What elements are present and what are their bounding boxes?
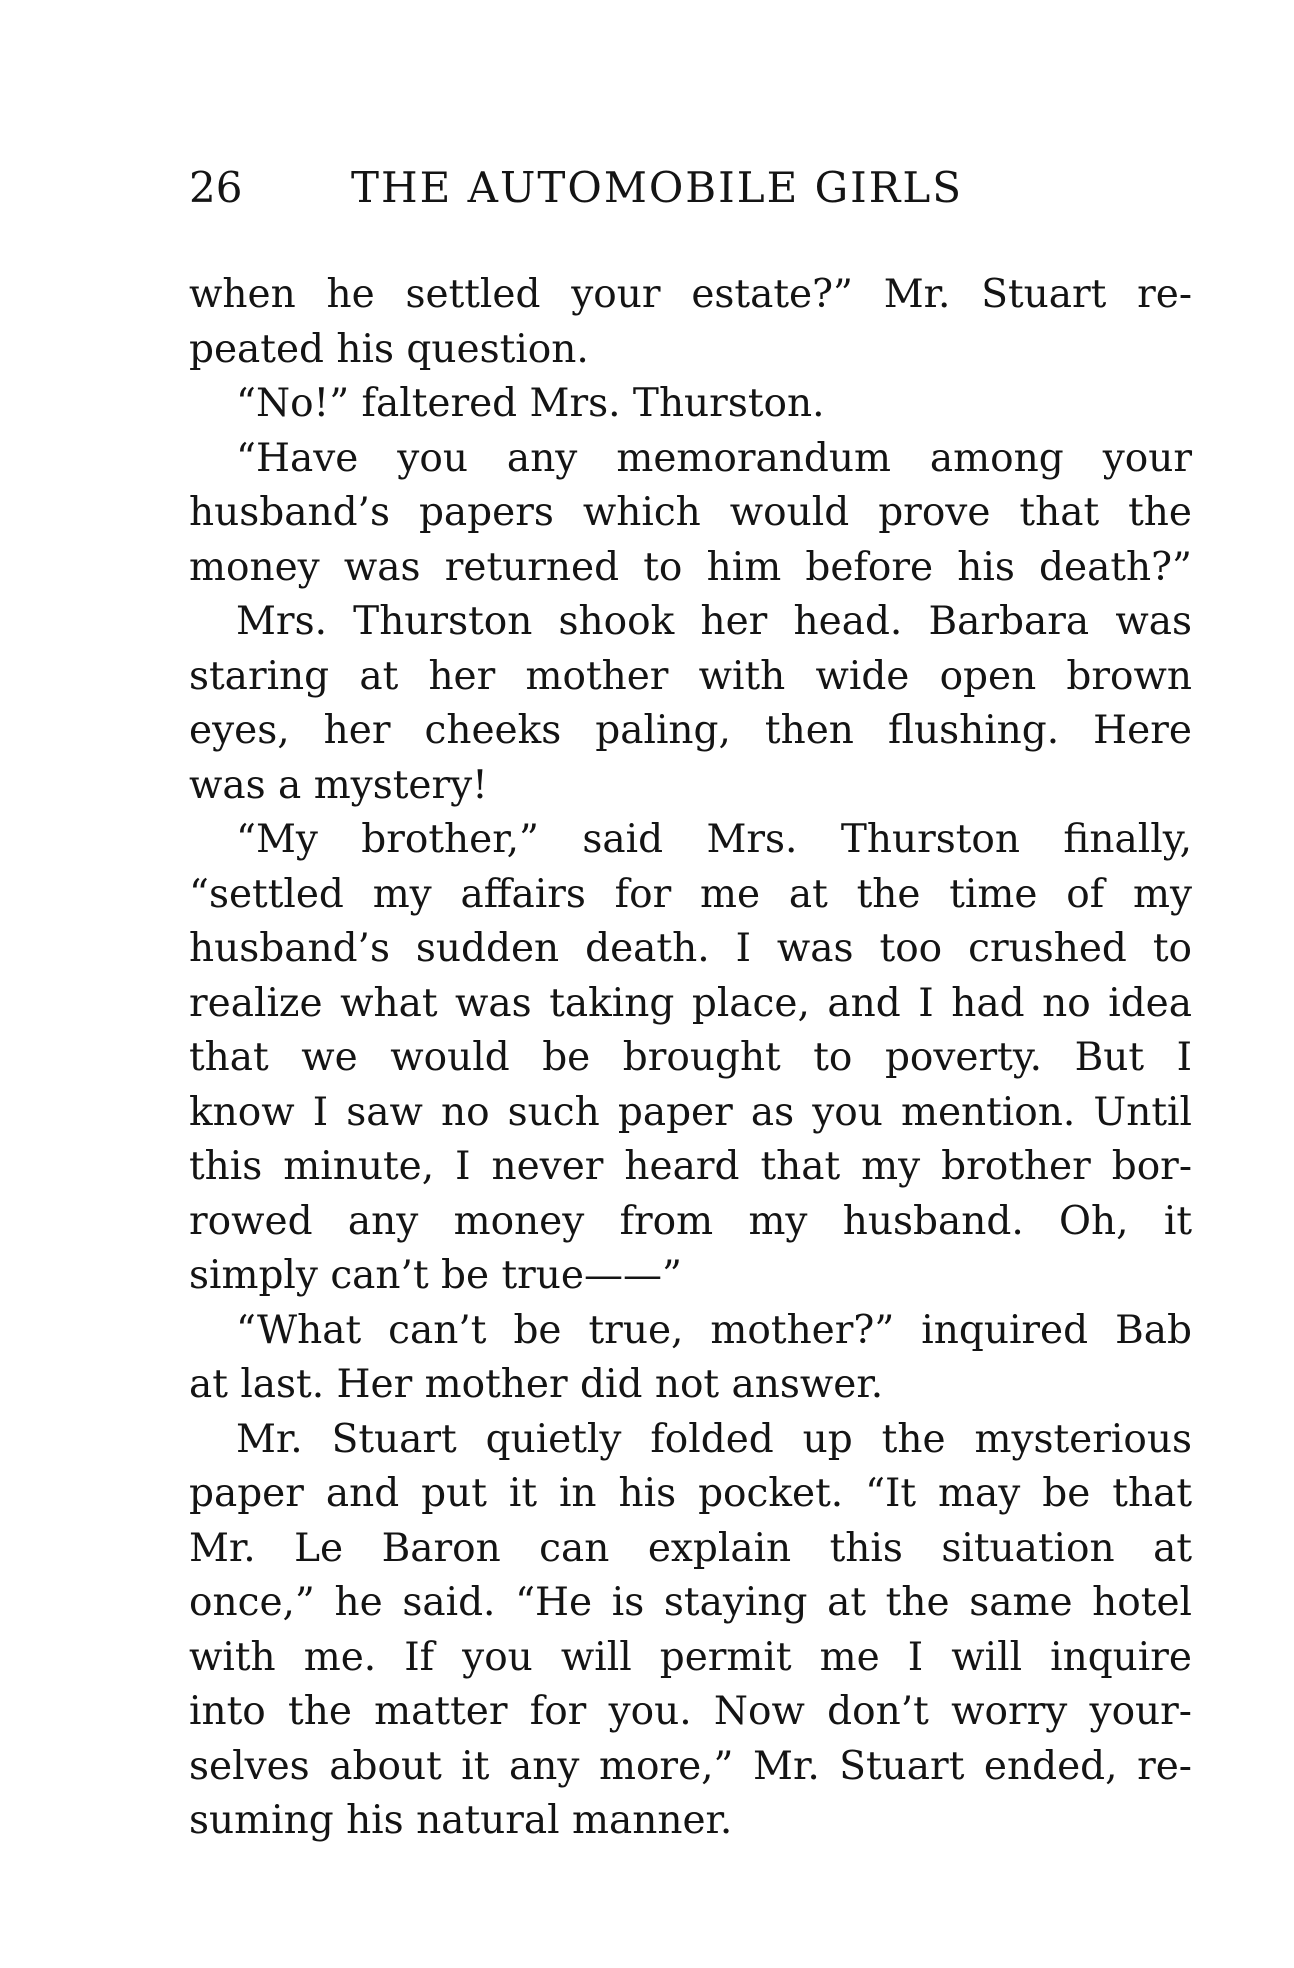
text-line: realize what was taking place, and I had no idea [189, 980, 1192, 1026]
text-line: into the matter for you. Now don’t worry your- [189, 1689, 1192, 1734]
text-line: money was returned to him before his death?” [189, 544, 1192, 590]
text-line: husband’s papers which would prove that the [189, 490, 1192, 535]
text-line: this minute, I never heard that my brother bor- [189, 1144, 1192, 1189]
text-line: peated his question. [189, 326, 589, 372]
text-line: “Have you any memorandum among your [236, 435, 1192, 481]
text-line: “What can’t be true, mother?” inquired Bab [236, 1307, 1192, 1353]
page-number: 26 [189, 163, 243, 212]
text-line: husband’s sudden death. I was too crushed to [189, 926, 1192, 971]
text-line: that we would be brought to poverty. But I [189, 1035, 1192, 1080]
text-line: simply can’t be true——” [189, 1253, 682, 1298]
running-head [189, 160, 1189, 216]
text-line: Mrs. Thurston shook her head. Barbara was [236, 599, 1192, 644]
text-line: know I saw no such paper as you mention. Until [189, 1089, 1192, 1135]
text-line: “My brother,” said Mrs. Thurston finally, [236, 817, 1192, 862]
text-line: Mr. Stuart quietly folded up the mysterious [236, 1416, 1192, 1462]
body-text [189, 268, 1192, 1849]
text-line: rowed any money from my husband. Oh, it [189, 1198, 1192, 1244]
text-line: “settled my affairs for me at the time of my [189, 871, 1192, 917]
text-line: Mr. Le Baron can explain this situation at [189, 1525, 1192, 1571]
text-line: at last. Her mother did not answer. [189, 1362, 884, 1407]
book-title: THE AUTOMOBILE GIRLS [351, 163, 964, 212]
text-line: suming his natural manner. [189, 1798, 733, 1843]
text-line: was a mystery! [189, 762, 488, 808]
text-line: staring at her mother with wide open brown [189, 653, 1192, 699]
text-line: “No!” faltered Mrs. Thurston. [236, 381, 825, 426]
text-line: once,” he said. “He is staying at the same hotel [189, 1580, 1192, 1625]
text-line: with me. If you will permit me I will inquire [189, 1634, 1192, 1680]
text-line: selves about it any more,” Mr. Stuart ended, re- [189, 1743, 1192, 1789]
text-line: when he settled your estate?” Mr. Stuart re- [189, 272, 1192, 317]
text-line: paper and put it in his pocket. “It may be that [189, 1471, 1192, 1516]
text-line: eyes, her cheeks paling, then flushing. Here [189, 708, 1192, 753]
